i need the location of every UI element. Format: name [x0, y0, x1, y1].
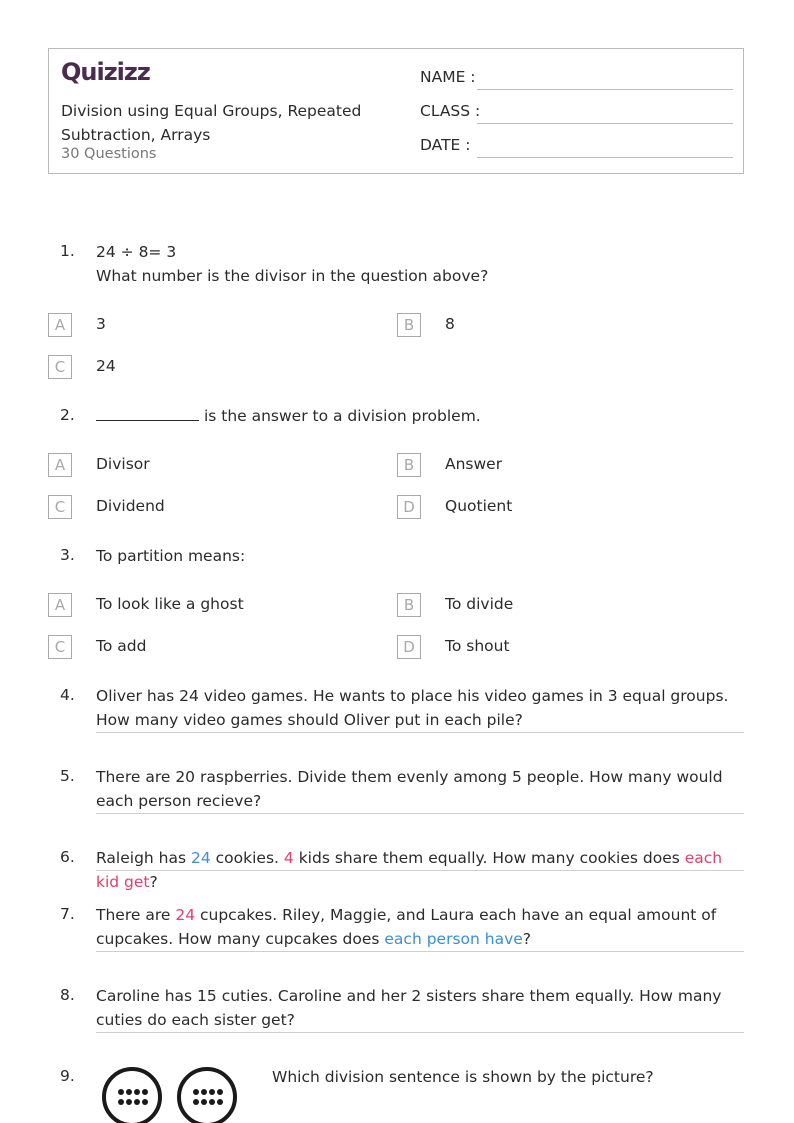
question-4-text: Oliver has 24 video games. He wants to place his video games in 3 equal groups. How many video games should Oliver put in each pile?: [96, 687, 729, 729]
question-number: 3.: [60, 546, 75, 564]
question-number: 8.: [60, 986, 75, 1004]
option-text: Divisor: [96, 455, 150, 473]
cookie-group-icon: [179, 1069, 235, 1123]
option-letter-box[interactable]: B: [397, 593, 421, 617]
option-text: To add: [96, 637, 147, 655]
question-count: 30 Questions: [61, 146, 157, 162]
answer-line[interactable]: [96, 813, 744, 814]
question-3-text: To partition means:: [96, 547, 246, 565]
option-letter-box[interactable]: B: [397, 313, 421, 337]
question-9-picture: [96, 1061, 246, 1123]
option-text: 8: [445, 315, 455, 333]
svg-text:Quizizz: Quizizz: [61, 58, 150, 86]
question-number: 5.: [60, 767, 75, 785]
class-label: CLASS :: [420, 102, 481, 120]
highlight-phrase: each person have: [384, 930, 523, 948]
option-letter-box[interactable]: C: [48, 355, 72, 379]
class-field[interactable]: [477, 123, 733, 124]
option-letter-box[interactable]: D: [397, 495, 421, 519]
question-number: 9.: [60, 1067, 75, 1085]
name-label: NAME :: [420, 68, 476, 86]
highlight-number: 4: [283, 849, 294, 867]
worksheet-title: Division using Equal Groups, Repeated Subtraction, Arrays: [61, 102, 362, 144]
option-text: To shout: [445, 637, 510, 655]
answer-line[interactable]: [96, 870, 744, 871]
question-number: 2.: [60, 406, 75, 424]
worksheet-header: [48, 48, 744, 174]
name-field[interactable]: [477, 89, 733, 90]
question-1-equation: 24 ÷ 8= 3: [96, 243, 177, 261]
option-letter-box[interactable]: A: [48, 313, 72, 337]
quizizz-logo: [61, 57, 151, 87]
answer-line[interactable]: [96, 1032, 744, 1033]
question-5-text: There are 20 raspberries. Divide them evenly among 5 people. How many would each person recieve?: [96, 768, 723, 810]
highlight-number: 24: [175, 906, 196, 924]
option-text: To look like a ghost: [96, 595, 244, 613]
question-number: 7.: [60, 905, 75, 923]
option-text: Quotient: [445, 497, 513, 515]
option-text: 3: [96, 315, 106, 333]
question-2-text: [96, 404, 744, 428]
option-text: Dividend: [96, 497, 165, 515]
option-text: Answer: [445, 455, 503, 473]
date-field[interactable]: [477, 157, 733, 158]
question-1-prompt: What number is the divisor in the question above?: [96, 267, 489, 285]
highlight-number: 24: [191, 849, 211, 867]
option-letter-box[interactable]: C: [48, 495, 72, 519]
question-9-text: Which division sentence is shown by the picture?: [272, 1068, 654, 1086]
option-letter-box[interactable]: D: [397, 635, 421, 659]
option-text: To divide: [445, 595, 514, 613]
question-6-text: Raleigh has 24 cookies. 4 kids share them equally. How many cookies does each kid get?: [96, 849, 723, 891]
answer-line[interactable]: [96, 951, 744, 952]
cookie-group-icon: [104, 1069, 160, 1123]
date-label: DATE :: [420, 136, 471, 154]
question-number: 6.: [60, 848, 75, 866]
option-letter-box[interactable]: A: [48, 453, 72, 477]
question-7-text: There are 24 cupcakes. Riley, Maggie, and Laura each have an equal amount of cupcakes. How many cupcakes does each person have?: [96, 906, 717, 948]
question-number: 4.: [60, 686, 75, 704]
option-text: 24: [96, 357, 116, 375]
question-1-text: [96, 240, 744, 288]
highlight-phrase: each kid get: [96, 849, 723, 891]
fill-in-blank[interactable]: [96, 404, 199, 421]
option-letter-box[interactable]: A: [48, 593, 72, 617]
question-number: 1.: [60, 242, 75, 260]
question-8-text: Caroline has 15 cuties. Caroline and her 2 sisters share them equally. How many cuties do each sister get?: [96, 987, 722, 1029]
option-letter-box[interactable]: B: [397, 453, 421, 477]
answer-line[interactable]: [96, 732, 744, 733]
question-2-prompt: is the answer to a division problem.: [203, 407, 481, 425]
option-letter-box[interactable]: C: [48, 635, 72, 659]
